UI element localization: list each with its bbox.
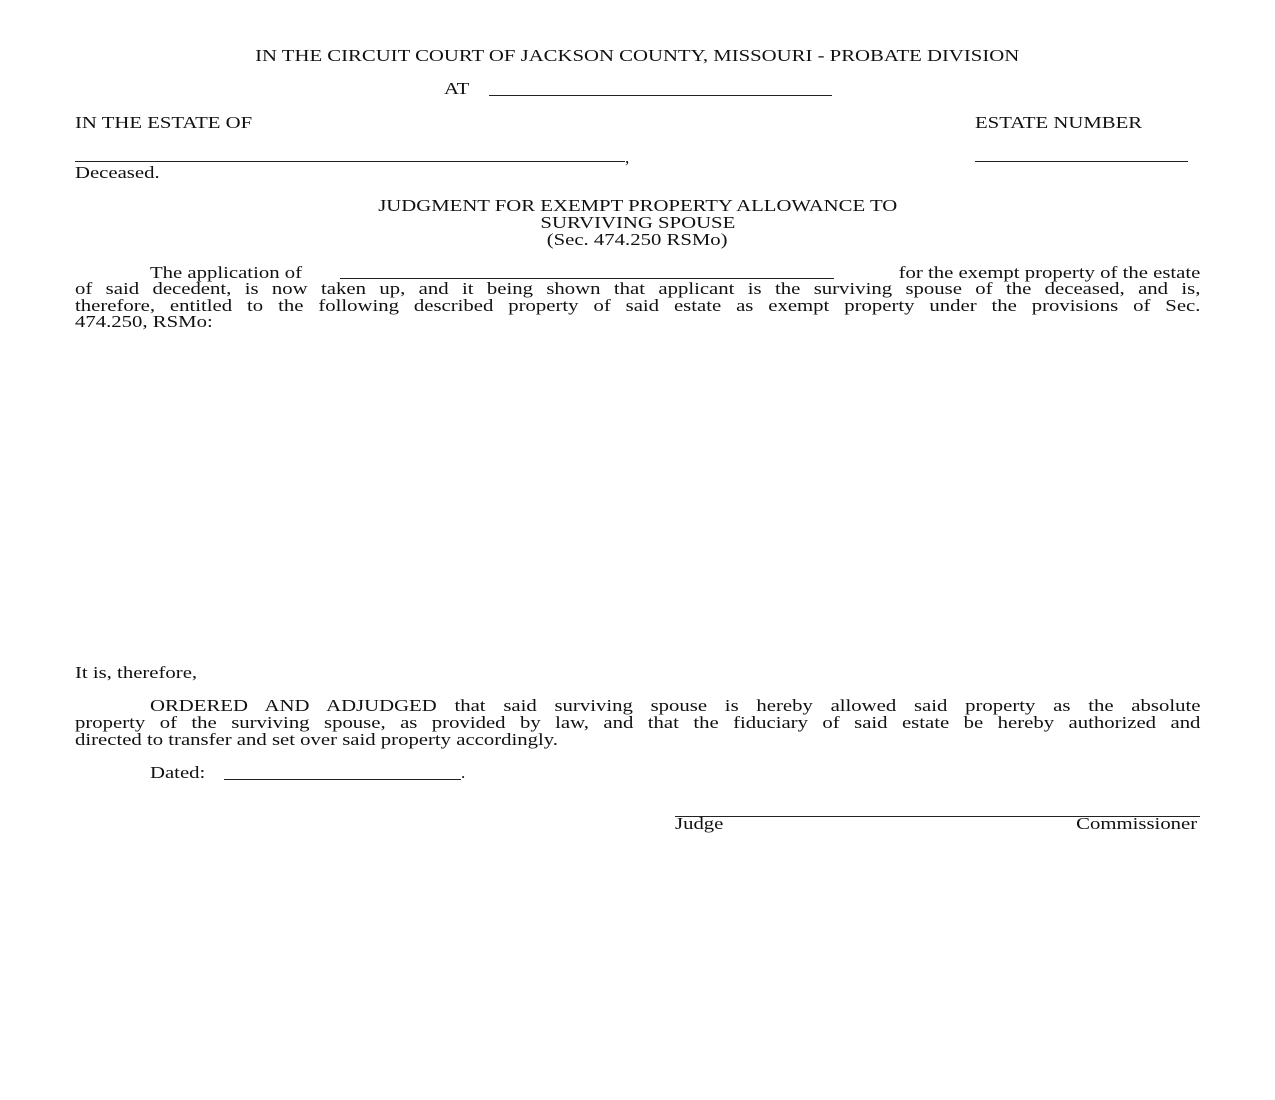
therefore-text: It is, therefore, bbox=[75, 663, 198, 682]
at-location-field[interactable] bbox=[489, 95, 832, 96]
deceased-label: Deceased. bbox=[75, 163, 160, 182]
judge-label: Judge bbox=[675, 814, 724, 833]
court-heading: IN THE CIRCUIT COURT OF JACKSON COUNTY, MISSOURI - PROBATE DIVISION bbox=[255, 46, 1020, 65]
order-line-1: ORDERED AND ADJUDGED that said surviving spouse is hereby allowed said property as the absolute bbox=[150, 696, 1201, 715]
application-line-4: 474.250, RSMo: bbox=[75, 312, 213, 331]
application-line-3: therefore, entitled to the following described property of said estate as exempt property under the provisions of Sec. bbox=[75, 296, 1201, 315]
application-line-2: of said decedent, is now taken up, and it being shown that applicant is the surviving spouse of the deceased, and is, bbox=[75, 279, 1201, 298]
commissioner-label: Commissioner bbox=[1076, 814, 1197, 833]
at-label: AT bbox=[444, 79, 470, 98]
order-line-3: directed to transfer and set over said property accordingly. bbox=[75, 730, 558, 749]
title-line-3: (Sec. 474.250 RSMo) bbox=[547, 230, 728, 249]
date-field[interactable] bbox=[224, 779, 461, 780]
application-after-blank: for the exempt property of the estate bbox=[898, 263, 1200, 282]
application-lead: The application of bbox=[150, 263, 303, 282]
decedent-name-field[interactable] bbox=[75, 161, 625, 162]
estate-number-label: ESTATE NUMBER bbox=[975, 113, 1143, 132]
order-line-2: property of the surviving spouse, as provided by law, and that the fiduciary of said estate be hereby authorized and bbox=[75, 713, 1201, 732]
estate-number-field[interactable] bbox=[975, 161, 1188, 162]
estate-of-label: IN THE ESTATE OF bbox=[75, 113, 253, 132]
dated-period: . bbox=[461, 763, 466, 782]
dated-label: Dated: bbox=[150, 763, 206, 782]
title-line-2: SURVIVING SPOUSE bbox=[540, 213, 735, 232]
title-line-1: JUDGMENT FOR EXEMPT PROPERTY ALLOWANCE TO bbox=[377, 196, 898, 215]
comma: , bbox=[625, 148, 630, 167]
